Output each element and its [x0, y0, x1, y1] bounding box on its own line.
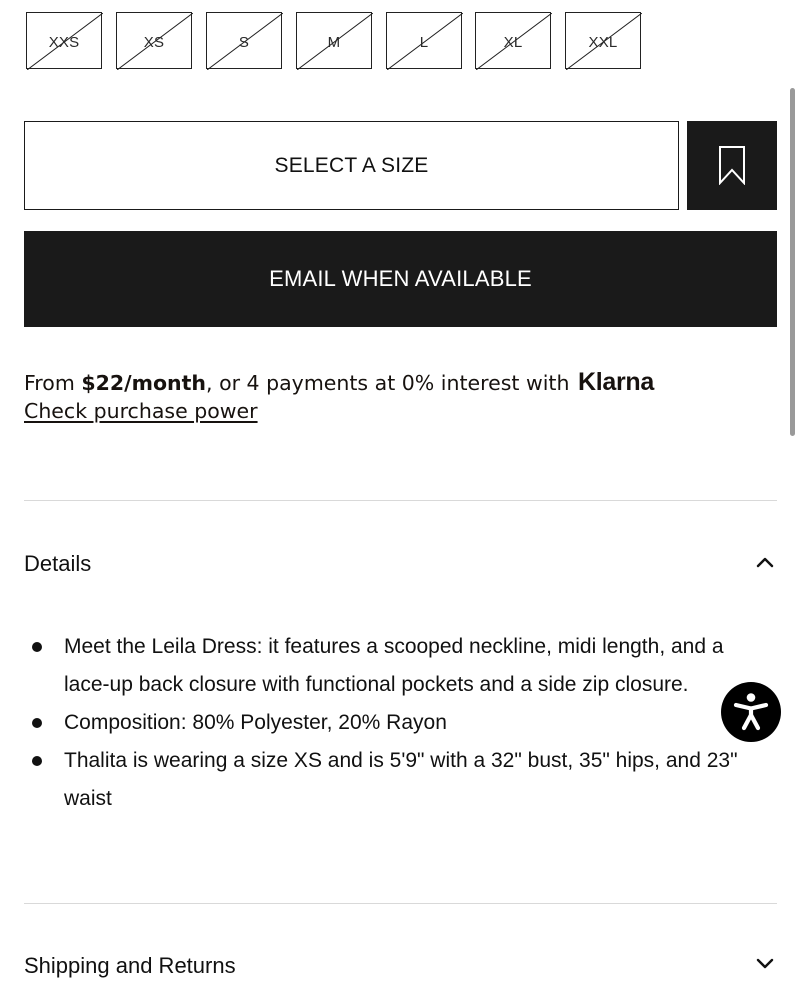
- accessibility-icon: [721, 682, 781, 742]
- email-when-available-button[interactable]: EMAIL WHEN AVAILABLE: [24, 231, 777, 327]
- size-option-s[interactable]: [206, 12, 282, 69]
- size-option-xs[interactable]: [116, 12, 192, 69]
- klarna-suffix: , or 4 payments at 0% interest with: [206, 371, 576, 395]
- chevron-down-icon[interactable]: [754, 956, 776, 972]
- wishlist-button[interactable]: [687, 121, 777, 210]
- details-item: Composition: 80% Polyester, 20% Rayon: [0, 704, 752, 742]
- size-label: XXL: [588, 34, 618, 51]
- size-label: M: [327, 34, 341, 51]
- divider: [24, 903, 777, 904]
- shipping-returns-accordion-header[interactable]: Shipping and Returns: [24, 953, 236, 978]
- accessibility-button[interactable]: [721, 682, 781, 742]
- size-label: XXS: [48, 34, 80, 51]
- check-purchase-power-link[interactable]: Check purchase power: [24, 399, 258, 423]
- scrollbar[interactable]: [790, 88, 795, 436]
- chevron-up-icon[interactable]: [754, 554, 776, 570]
- size-label: L: [419, 34, 429, 51]
- details-item: Thalita is wearing a size XS and is 5'9" with a 32" bust, 35" hips, and 23" waist: [0, 742, 752, 818]
- klarna-amount: $22/month: [81, 371, 207, 395]
- size-option-xxs[interactable]: [26, 12, 102, 69]
- klarna-prefix: From: [24, 371, 82, 395]
- bookmark-icon: [718, 145, 746, 185]
- klarna-logo: Klarna: [577, 368, 654, 396]
- size-label: XS: [143, 34, 165, 51]
- size-label: XL: [503, 34, 523, 51]
- divider: [24, 500, 777, 501]
- klarna-financing-text: [24, 368, 654, 397]
- details-list: [0, 628, 752, 818]
- size-label: S: [238, 34, 250, 51]
- size-option-m[interactable]: [296, 12, 372, 69]
- details-item: Meet the Leila Dress: it features a scooped neckline, midi length, and a lace-up back closure with functional pockets and a side zip closure.: [0, 628, 752, 704]
- select-size-button[interactable]: SELECT A SIZE: [24, 121, 679, 210]
- size-option-xl[interactable]: [475, 12, 551, 69]
- size-option-l[interactable]: [386, 12, 462, 69]
- size-option-xxl[interactable]: [565, 12, 641, 69]
- details-accordion-header[interactable]: Details: [24, 551, 92, 576]
